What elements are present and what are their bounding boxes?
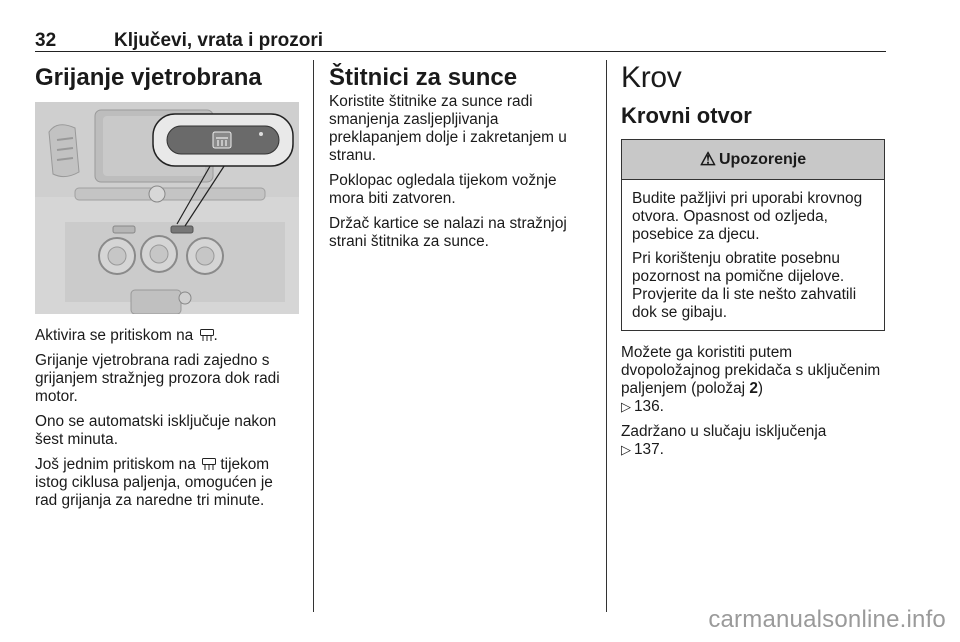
dashboard-svg	[35, 102, 299, 314]
page-header	[35, 30, 886, 52]
column-divider	[606, 60, 607, 612]
paragraph: Koristite štitnike za sunce radi smanjenja zasljepljivanja preklapanjem dolje i zakretanjem u stranu.	[329, 93, 567, 164]
page-number: 32	[35, 30, 57, 51]
page-reference[interactable]	[621, 441, 664, 458]
paragraph: Pri korištenju obratite posebnu pozornost na pomične dijelove. Provjerite da li ste nešto zahvatili dok se gibaju.	[632, 250, 857, 321]
column-roof	[621, 60, 885, 459]
paragraph: Ono se automatski isključuje nakon šest minuta.	[35, 413, 277, 448]
paragraph	[621, 344, 885, 416]
subsection-heading: Krovni otvor	[621, 103, 752, 128]
paragraph: Grijanje vjetrobrana radi zajedno s grijanjem stražnjeg prozora dok radi motor.	[35, 352, 280, 405]
warning-triangle-icon: ⚠	[699, 149, 716, 169]
reference-page: 137.	[634, 441, 664, 458]
warning-title: Upozorenje	[719, 150, 807, 168]
column-windscreen-heating	[35, 60, 299, 510]
position-number: 2	[749, 380, 758, 397]
section-heading: Grijanje vjetrobrana	[35, 64, 262, 91]
paragraph	[35, 456, 299, 510]
reference-arrow-icon: ▷	[621, 399, 631, 414]
warning-box	[621, 139, 885, 331]
warning-body	[622, 180, 884, 330]
paragraph: Budite pažljivi pri uporabi krovnog otvora. Opasnost od ozljeda, posebice za djecu.	[632, 190, 863, 243]
text: Još jednim pritiskom na	[35, 456, 196, 473]
page-reference[interactable]	[621, 398, 664, 415]
paragraph	[621, 423, 885, 459]
warning-header	[622, 140, 884, 180]
column-divider	[313, 60, 314, 612]
column-sun-visors	[329, 60, 581, 251]
paragraph	[35, 327, 299, 345]
text: Možete ga koristiti putem dvopoložajnog prekidača s uključenim paljenjem (položaj	[621, 344, 881, 397]
rear-window-defrost-icon	[200, 329, 214, 341]
dashboard-illustration	[35, 102, 299, 314]
section-heading: Krov	[621, 61, 682, 94]
reference-page: 136.	[634, 398, 664, 415]
rear-window-defrost-icon	[202, 458, 216, 470]
paragraph: Poklopac ogledala tijekom vožnje mora biti zatvoren.	[329, 172, 557, 207]
paragraph: Držač kartice se nalazi na stražnjoj strani štitnika za sunce.	[329, 215, 567, 250]
running-title: Ključevi, vrata i prozori	[114, 30, 324, 51]
reference-arrow-icon: ▷	[621, 442, 631, 457]
text: Aktivira se pritiskom na	[35, 327, 194, 344]
text: .	[213, 327, 218, 344]
section-heading: Štitnici za sunce	[329, 64, 518, 91]
text: )	[757, 380, 764, 397]
watermark: carmanualsonline.info	[708, 606, 946, 633]
text: tijekom istog ciklusa paljenja, omogućen je rad grijanja za naredne tri minute.	[35, 456, 273, 509]
text: Zadržano u slučaju isključenja	[621, 423, 827, 440]
